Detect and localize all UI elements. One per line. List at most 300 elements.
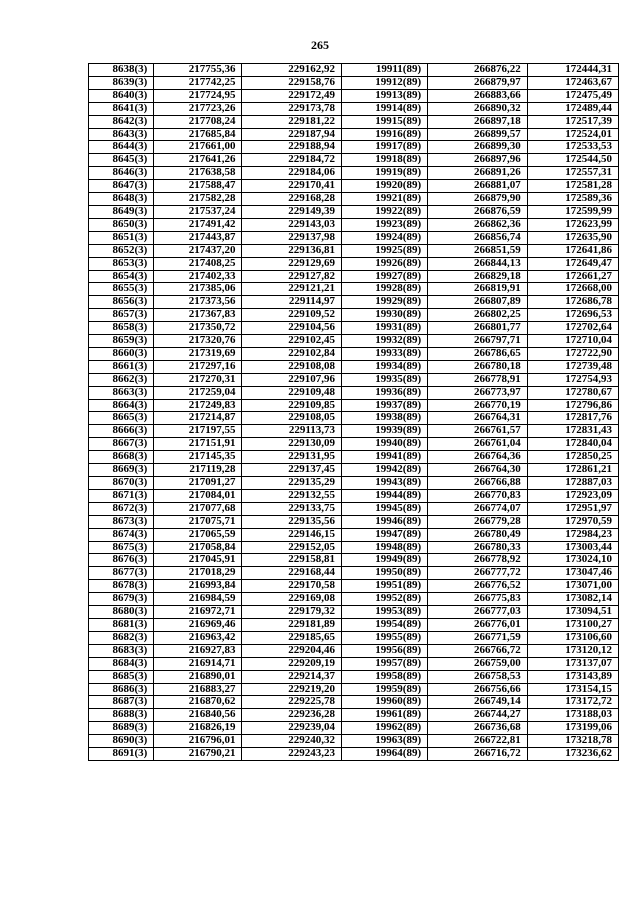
- table-cell: 229181,89: [242, 618, 342, 631]
- table-cell: 173100,27: [527, 618, 618, 631]
- table-row: [89, 360, 619, 373]
- table-row: [89, 631, 619, 644]
- table-cell: 172463,67: [527, 76, 618, 89]
- table-cell: 229162,92: [242, 64, 342, 77]
- table-cell: 19912(89): [342, 76, 428, 89]
- table-cell: 266801,77: [428, 322, 528, 335]
- table-cell: 266756,66: [428, 683, 528, 696]
- table-cell: 8661(3): [89, 360, 154, 373]
- table-cell: 8685(3): [89, 670, 154, 683]
- table-cell: 266776,01: [428, 618, 528, 631]
- table-cell: 229243,23: [242, 748, 342, 761]
- table-cell: 266778,92: [428, 554, 528, 567]
- table-cell: 266856,74: [428, 231, 528, 244]
- table-cell: 19928(89): [342, 283, 428, 296]
- table-cell: 19937(89): [342, 399, 428, 412]
- table-cell: 266736,68: [428, 722, 528, 735]
- table-cell: 19943(89): [342, 477, 428, 490]
- table-cell: 172623,99: [527, 218, 618, 231]
- table-cell: 173071,00: [527, 580, 618, 593]
- table-cell: 217491,42: [154, 218, 242, 231]
- table-cell: 266744,27: [428, 709, 528, 722]
- table-cell: 8681(3): [89, 618, 154, 631]
- table-cell: 172557,31: [527, 167, 618, 180]
- table-cell: 266766,88: [428, 477, 528, 490]
- table-row: [89, 412, 619, 425]
- table-cell: 229137,98: [242, 231, 342, 244]
- table-cell: 217350,72: [154, 322, 242, 335]
- table-cell: 217537,24: [154, 205, 242, 218]
- table-row: [89, 218, 619, 231]
- table-row: [89, 270, 619, 283]
- table-cell: 229240,32: [242, 735, 342, 748]
- table-cell: 8665(3): [89, 412, 154, 425]
- table-cell: 217724,95: [154, 89, 242, 102]
- table-cell: 19959(89): [342, 683, 428, 696]
- table-cell: 266876,59: [428, 205, 528, 218]
- table-row: [89, 722, 619, 735]
- table-cell: 229239,04: [242, 722, 342, 735]
- table-cell: 217437,20: [154, 244, 242, 257]
- table-row: [89, 231, 619, 244]
- table-cell: 217145,35: [154, 451, 242, 464]
- table-cell: 229168,28: [242, 193, 342, 206]
- table-row: [89, 102, 619, 115]
- table-row: [89, 322, 619, 335]
- table-cell: 216870,62: [154, 696, 242, 709]
- table-cell: 229185,65: [242, 631, 342, 644]
- table-cell: 217661,00: [154, 141, 242, 154]
- table-cell: 8691(3): [89, 748, 154, 761]
- table-cell: 217385,06: [154, 283, 242, 296]
- table-cell: 217119,28: [154, 464, 242, 477]
- table-cell: 217402,33: [154, 270, 242, 283]
- table-cell: 172754,93: [527, 373, 618, 386]
- table-cell: 266879,90: [428, 193, 528, 206]
- table-row: [89, 489, 619, 502]
- table-cell: 266829,18: [428, 270, 528, 283]
- table-cell: 19947(89): [342, 528, 428, 541]
- table-cell: 8647(3): [89, 180, 154, 193]
- table-cell: 229135,56: [242, 515, 342, 528]
- table-cell: 173143,89: [527, 670, 618, 683]
- table-cell: 19963(89): [342, 735, 428, 748]
- table-cell: 216790,21: [154, 748, 242, 761]
- table-cell: 266897,96: [428, 154, 528, 167]
- table-cell: 217408,25: [154, 257, 242, 270]
- table-cell: 8652(3): [89, 244, 154, 257]
- table-cell: 229109,52: [242, 309, 342, 322]
- table-row: [89, 89, 619, 102]
- table-cell: 173154,15: [527, 683, 618, 696]
- table-cell: 217249,83: [154, 399, 242, 412]
- table-row: [89, 438, 619, 451]
- table-cell: 172840,04: [527, 438, 618, 451]
- table-cell: 8653(3): [89, 257, 154, 270]
- table-cell: 216914,71: [154, 657, 242, 670]
- table-cell: 229173,78: [242, 102, 342, 115]
- table-cell: 266761,57: [428, 425, 528, 438]
- table-cell: 229135,29: [242, 477, 342, 490]
- table-row: [89, 644, 619, 657]
- table-row: [89, 115, 619, 128]
- table-cell: 19922(89): [342, 205, 428, 218]
- table-cell: 19939(89): [342, 425, 428, 438]
- table-cell: 229136,81: [242, 244, 342, 257]
- table-row: [89, 64, 619, 77]
- table-cell: 217297,16: [154, 360, 242, 373]
- table-cell: 19917(89): [342, 141, 428, 154]
- table-cell: 19951(89): [342, 580, 428, 593]
- table-cell: 19950(89): [342, 567, 428, 580]
- table-cell: 266758,53: [428, 670, 528, 683]
- table-cell: 19960(89): [342, 696, 428, 709]
- table-cell: 229121,21: [242, 283, 342, 296]
- table-cell: 19916(89): [342, 128, 428, 141]
- table-cell: 19954(89): [342, 618, 428, 631]
- table-cell: 19914(89): [342, 102, 428, 115]
- table-cell: 8659(3): [89, 335, 154, 348]
- table-cell: 19935(89): [342, 373, 428, 386]
- table-cell: 266722,81: [428, 735, 528, 748]
- table-cell: 217742,25: [154, 76, 242, 89]
- table-cell: 266766,72: [428, 644, 528, 657]
- table-cell: 217065,59: [154, 528, 242, 541]
- table-cell: 8674(3): [89, 528, 154, 541]
- table-cell: 19961(89): [342, 709, 428, 722]
- table-cell: 266883,66: [428, 89, 528, 102]
- table-cell: 19953(89): [342, 606, 428, 619]
- table-cell: 19936(89): [342, 386, 428, 399]
- table-cell: 19931(89): [342, 322, 428, 335]
- table-cell: 19924(89): [342, 231, 428, 244]
- table-cell: 8675(3): [89, 541, 154, 554]
- table-cell: 8642(3): [89, 115, 154, 128]
- table-row: [89, 709, 619, 722]
- table-cell: 8671(3): [89, 489, 154, 502]
- table-cell: 172581,28: [527, 180, 618, 193]
- table-cell: 173106,60: [527, 631, 618, 644]
- table-cell: 172780,67: [527, 386, 618, 399]
- table-row: [89, 528, 619, 541]
- table-cell: 8656(3): [89, 296, 154, 309]
- table-cell: 266749,14: [428, 696, 528, 709]
- table-cell: 266777,03: [428, 606, 528, 619]
- table-cell: 217077,68: [154, 502, 242, 515]
- coordinates-table-body: [89, 64, 619, 761]
- table-cell: 217197,55: [154, 425, 242, 438]
- table-cell: 19958(89): [342, 670, 428, 683]
- table-cell: 217443,87: [154, 231, 242, 244]
- table-row: [89, 347, 619, 360]
- table-row: [89, 128, 619, 141]
- table-cell: 266890,32: [428, 102, 528, 115]
- table-cell: 172739,48: [527, 360, 618, 373]
- table-row: [89, 606, 619, 619]
- table-cell: 172517,39: [527, 115, 618, 128]
- table-cell: 172861,21: [527, 464, 618, 477]
- table-cell: 172661,27: [527, 270, 618, 283]
- table-cell: 266897,18: [428, 115, 528, 128]
- table-cell: 19913(89): [342, 89, 428, 102]
- table-cell: 266876,22: [428, 64, 528, 77]
- table-cell: 216890,01: [154, 670, 242, 683]
- table-row: [89, 541, 619, 554]
- table-cell: 266802,25: [428, 309, 528, 322]
- table-row: [89, 735, 619, 748]
- table-cell: 172686,78: [527, 296, 618, 309]
- table-cell: 217723,26: [154, 102, 242, 115]
- table-cell: 229187,94: [242, 128, 342, 141]
- table-cell: 19938(89): [342, 412, 428, 425]
- table-cell: 229188,94: [242, 141, 342, 154]
- table-row: [89, 554, 619, 567]
- table-cell: 8672(3): [89, 502, 154, 515]
- table-cell: 229137,45: [242, 464, 342, 477]
- table-cell: 229109,85: [242, 399, 342, 412]
- table-cell: 266780,49: [428, 528, 528, 541]
- table-cell: 229170,41: [242, 180, 342, 193]
- table-cell: 19923(89): [342, 218, 428, 231]
- table-cell: 19955(89): [342, 631, 428, 644]
- table-cell: 229114,97: [242, 296, 342, 309]
- table-cell: 172831,43: [527, 425, 618, 438]
- table-cell: 172524,01: [527, 128, 618, 141]
- table-cell: 8688(3): [89, 709, 154, 722]
- table-cell: 8655(3): [89, 283, 154, 296]
- table-row: [89, 399, 619, 412]
- table-cell: 8664(3): [89, 399, 154, 412]
- table-cell: 8682(3): [89, 631, 154, 644]
- table-row: [89, 167, 619, 180]
- table-cell: 266844,13: [428, 257, 528, 270]
- table-cell: 229131,95: [242, 451, 342, 464]
- table-cell: 172951,97: [527, 502, 618, 515]
- table-cell: 229130,09: [242, 438, 342, 451]
- table-cell: 173218,78: [527, 735, 618, 748]
- table-row: [89, 154, 619, 167]
- table-row: [89, 683, 619, 696]
- table-row: [89, 386, 619, 399]
- table-row: [89, 244, 619, 257]
- table-cell: 172533,53: [527, 141, 618, 154]
- table-cell: 217755,36: [154, 64, 242, 77]
- table-cell: 266764,31: [428, 412, 528, 425]
- table-cell: 217685,84: [154, 128, 242, 141]
- table-cell: 8680(3): [89, 606, 154, 619]
- table-cell: 19942(89): [342, 464, 428, 477]
- table-cell: 229214,37: [242, 670, 342, 683]
- table-cell: 8654(3): [89, 270, 154, 283]
- table-cell: 266776,52: [428, 580, 528, 593]
- table-row: [89, 257, 619, 270]
- table-cell: 19962(89): [342, 722, 428, 735]
- table-cell: 19918(89): [342, 154, 428, 167]
- table-cell: 8679(3): [89, 593, 154, 606]
- table-cell: 266807,89: [428, 296, 528, 309]
- table-cell: 19964(89): [342, 748, 428, 761]
- table-cell: 266899,57: [428, 128, 528, 141]
- table-cell: 229149,39: [242, 205, 342, 218]
- table-row: [89, 425, 619, 438]
- table-cell: 229158,76: [242, 76, 342, 89]
- table-cell: 173236,62: [527, 748, 618, 761]
- table-cell: 172702,64: [527, 322, 618, 335]
- table-row: [89, 657, 619, 670]
- table-cell: 172599,99: [527, 205, 618, 218]
- table-cell: 173137,07: [527, 657, 618, 670]
- table-cell: 266780,33: [428, 541, 528, 554]
- table-cell: 229168,44: [242, 567, 342, 580]
- table-cell: 229127,82: [242, 270, 342, 283]
- table-cell: 19934(89): [342, 360, 428, 373]
- table-cell: 266773,97: [428, 386, 528, 399]
- table-cell: 172923,09: [527, 489, 618, 502]
- table-cell: 8657(3): [89, 309, 154, 322]
- table-cell: 8643(3): [89, 128, 154, 141]
- table-cell: 229113,73: [242, 425, 342, 438]
- table-cell: 172710,04: [527, 335, 618, 348]
- table-cell: 19944(89): [342, 489, 428, 502]
- table-cell: 266779,28: [428, 515, 528, 528]
- table-row: [89, 76, 619, 89]
- table-cell: 8668(3): [89, 451, 154, 464]
- table-cell: 229179,32: [242, 606, 342, 619]
- table-cell: 229146,15: [242, 528, 342, 541]
- table-cell: 172589,36: [527, 193, 618, 206]
- table-cell: 172817,76: [527, 412, 618, 425]
- table-cell: 173082,14: [527, 593, 618, 606]
- table-cell: 172544,50: [527, 154, 618, 167]
- table-cell: 229169,08: [242, 593, 342, 606]
- table-cell: 229133,75: [242, 502, 342, 515]
- table-cell: 8650(3): [89, 218, 154, 231]
- table-cell: 8669(3): [89, 464, 154, 477]
- table-cell: 173120,12: [527, 644, 618, 657]
- page-number: 265: [311, 38, 329, 52]
- table-cell: 217091,27: [154, 477, 242, 490]
- table-cell: 266770,83: [428, 489, 528, 502]
- table-cell: 172649,47: [527, 257, 618, 270]
- table-cell: 172668,00: [527, 283, 618, 296]
- table-cell: 19927(89): [342, 270, 428, 283]
- table-cell: 172489,44: [527, 102, 618, 115]
- table-cell: 229184,72: [242, 154, 342, 167]
- table-cell: 216826,19: [154, 722, 242, 735]
- table-cell: 266764,36: [428, 451, 528, 464]
- table-row: [89, 141, 619, 154]
- table-cell: 172984,23: [527, 528, 618, 541]
- table-row: [89, 309, 619, 322]
- table-cell: 19911(89): [342, 64, 428, 77]
- table-row: [89, 477, 619, 490]
- table-cell: 217084,01: [154, 489, 242, 502]
- table-row: [89, 205, 619, 218]
- table-cell: 229236,28: [242, 709, 342, 722]
- table-cell: 8651(3): [89, 231, 154, 244]
- table-cell: 173003,44: [527, 541, 618, 554]
- table-row: [89, 580, 619, 593]
- table-cell: 8645(3): [89, 154, 154, 167]
- table-row: [89, 567, 619, 580]
- table-cell: 229172,49: [242, 89, 342, 102]
- table-cell: 173172,72: [527, 696, 618, 709]
- table-cell: 8660(3): [89, 347, 154, 360]
- table-cell: 173188,03: [527, 709, 618, 722]
- table-cell: 8677(3): [89, 567, 154, 580]
- table-cell: 19926(89): [342, 257, 428, 270]
- table-cell: 229143,03: [242, 218, 342, 231]
- table-cell: 216796,01: [154, 735, 242, 748]
- table-cell: 216963,42: [154, 631, 242, 644]
- table-cell: 229132,55: [242, 489, 342, 502]
- table-cell: 19919(89): [342, 167, 428, 180]
- table-cell: 172475,49: [527, 89, 618, 102]
- table-cell: 266774,07: [428, 502, 528, 515]
- table-cell: 8649(3): [89, 205, 154, 218]
- table-cell: 172850,25: [527, 451, 618, 464]
- table-cell: 217214,87: [154, 412, 242, 425]
- table-cell: 19925(89): [342, 244, 428, 257]
- table-cell: 229107,96: [242, 373, 342, 386]
- table-cell: 8640(3): [89, 89, 154, 102]
- table-cell: 19933(89): [342, 347, 428, 360]
- table-cell: 8678(3): [89, 580, 154, 593]
- table-cell: 266862,36: [428, 218, 528, 231]
- table-cell: 229184,06: [242, 167, 342, 180]
- table-cell: 229104,56: [242, 322, 342, 335]
- table-cell: 19929(89): [342, 296, 428, 309]
- table-cell: 216984,59: [154, 593, 242, 606]
- table-cell: 216840,56: [154, 709, 242, 722]
- table-cell: 8638(3): [89, 64, 154, 77]
- table-cell: 19949(89): [342, 554, 428, 567]
- table-cell: 229219,20: [242, 683, 342, 696]
- table-cell: 266761,04: [428, 438, 528, 451]
- table-cell: 266778,91: [428, 373, 528, 386]
- table-cell: 19932(89): [342, 335, 428, 348]
- table-cell: 19956(89): [342, 644, 428, 657]
- table-row: [89, 670, 619, 683]
- table-row: [89, 748, 619, 761]
- table-cell: 8658(3): [89, 322, 154, 335]
- table-cell: 8639(3): [89, 76, 154, 89]
- table-row: [89, 464, 619, 477]
- table-cell: 173094,51: [527, 606, 618, 619]
- table-row: [89, 335, 619, 348]
- table-cell: 8670(3): [89, 477, 154, 490]
- table-row: [89, 193, 619, 206]
- table-cell: 217373,56: [154, 296, 242, 309]
- table-cell: 172444,31: [527, 64, 618, 77]
- table-cell: 266797,71: [428, 335, 528, 348]
- table-cell: 8690(3): [89, 735, 154, 748]
- coordinates-table: [88, 63, 619, 761]
- table-cell: 19948(89): [342, 541, 428, 554]
- table-cell: 172722,90: [527, 347, 618, 360]
- table-cell: 266775,83: [428, 593, 528, 606]
- table-cell: 217367,83: [154, 309, 242, 322]
- table-cell: 172635,90: [527, 231, 618, 244]
- table-row: [89, 515, 619, 528]
- table-cell: 19940(89): [342, 438, 428, 451]
- table-row: [89, 696, 619, 709]
- table-cell: 266891,26: [428, 167, 528, 180]
- table-cell: 8667(3): [89, 438, 154, 451]
- table-cell: 19915(89): [342, 115, 428, 128]
- table-cell: 266770,19: [428, 399, 528, 412]
- table-cell: 8684(3): [89, 657, 154, 670]
